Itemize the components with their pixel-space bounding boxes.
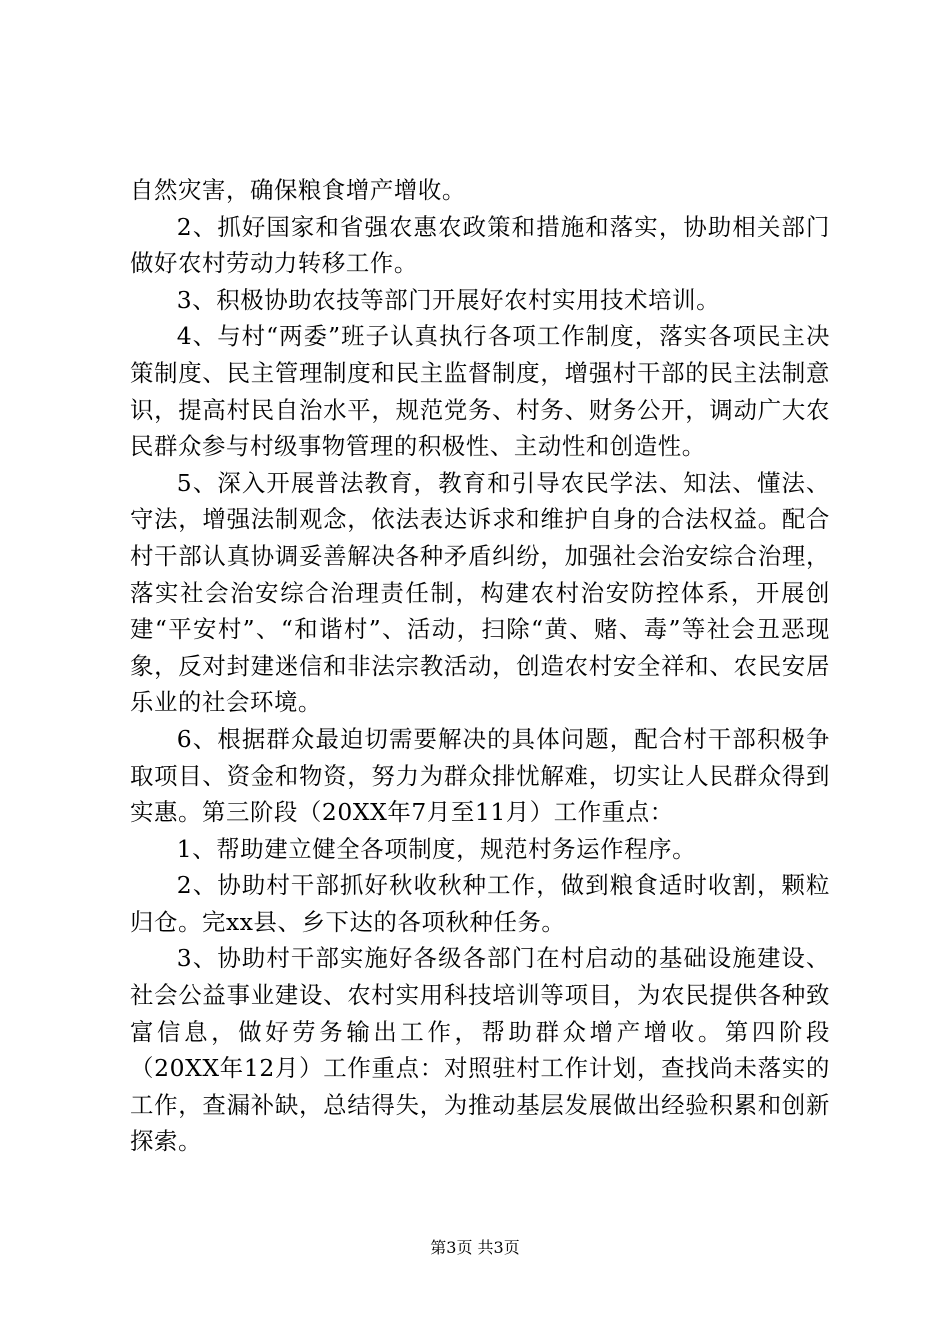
paragraph-item-6-problems: 6、根据群众最迫切需要解决的具体问题，配合村干部积极争取项目、资金和物资，努力为群众排忧解难，切实让人民群众得到实惠。第三阶段（20XX年7月至11月）工作重点：: [130, 724, 830, 827]
paragraph-continuation: 自然灾害，确保粮食增产增收。: [130, 176, 466, 204]
paragraph-item-2-policy: 2、抓好国家和省强农惠农政策和措施和落实，协助相关部门做好农村劳动力转移工作。: [130, 212, 830, 278]
paragraph-item-3-training: 3、积极协助农技等部门开展好农村实用技术培训。: [176, 285, 721, 314]
document-body: [130, 172, 830, 1160]
page-footer: [0, 1238, 950, 1258]
paragraph-item-5-law: 5、深入开展普法教育，教育和引导农民学法、知法、懂法、守法，增强法制观念，依法表达诉求和维护自身的合法权益。配合村干部认真协调妥善解决各种矛盾纠纷，加强社会治安综合治理，落实社会治安综合治理责任制，构建农村治安防控体系，开展创建“平安村”、“和谐村”、活动，扫除“黄、赌、毒”等社会丑恶现象，反对封建迷信和非法宗教活动，创造农村安全祥和、农民安居乐业的社会环境。: [130, 468, 830, 717]
paragraph-item-4-system: 4、与村“两委”班子认真执行各项工作制度，落实各项民主决策制度、民主管理制度和民主监督制度，增强村干部的民主法制意识，提高村民自治水平，规范党务、村务、财务公开，调动广大农民群众参与村级事物管理的积极性、主动性和创造性。: [130, 322, 830, 461]
paragraph-stage3-item-2: 2、协助村干部抓好秋收秋种工作，做到粮食适时收割，颗粒归仓。完xx县、乡下达的各项秋种任务。: [130, 871, 830, 936]
page-number: 第3页 共3页: [430, 1238, 520, 1257]
paragraph-stage3-item-1: 1、帮助建立健全各项制度，规范村务运作程序。: [176, 834, 697, 863]
paragraph-stage3-item-3: 3、协助村干部实施好各级各部门在村启动的基础设施建设、社会公益事业建设、农村实用科技培训等项目，为农民提供各种致富信息，做好劳务输出工作，帮助群众增产增收。第四阶段（20XX年12月）工作重点：对照驻村工作计划，查找尚未落实的工作，查漏补缺，总结得失，为推动基层发展做出经验积累和创新探索。: [130, 944, 830, 1156]
